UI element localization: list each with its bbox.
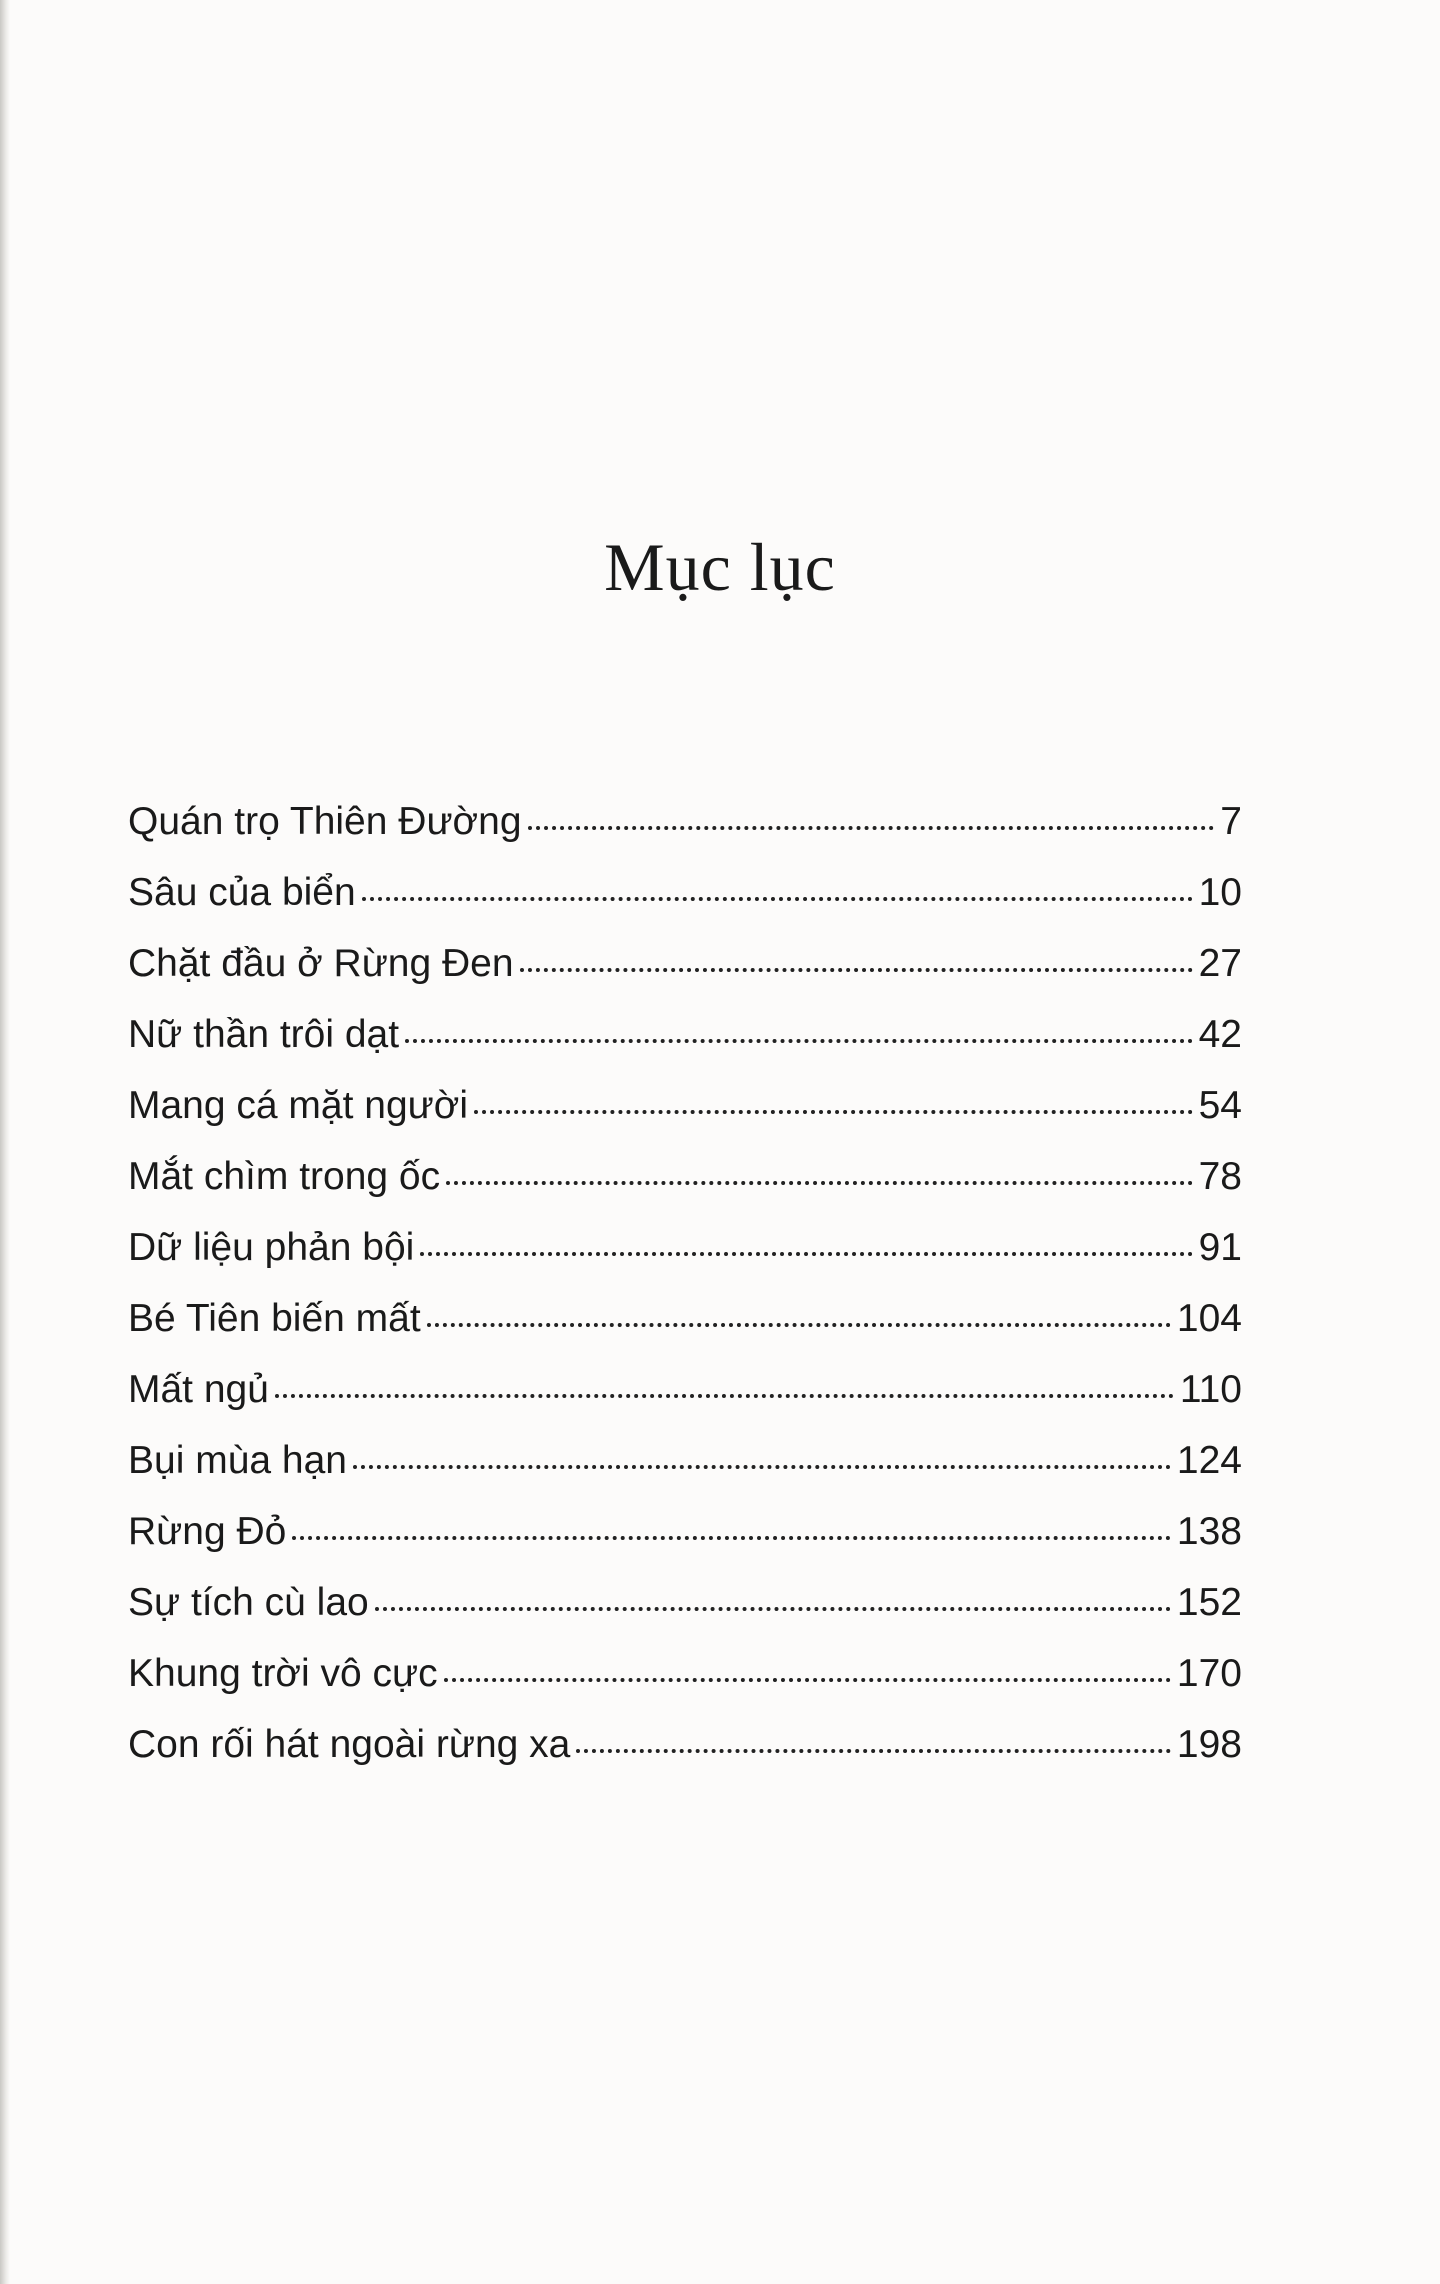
toc-entry xyxy=(128,1013,1242,1084)
dot-leader xyxy=(420,1252,1192,1256)
toc-entry xyxy=(128,1368,1242,1439)
toc-entry-page: 78 xyxy=(1198,1155,1242,1198)
dot-leader xyxy=(474,1110,1193,1114)
toc-entry-page: 10 xyxy=(1198,871,1242,914)
toc-entry xyxy=(128,800,1242,871)
toc-entry-page: 7 xyxy=(1220,800,1242,843)
toc-entry-page: 91 xyxy=(1198,1226,1242,1269)
toc-entry-page: 124 xyxy=(1176,1439,1242,1482)
toc-entry-title: Bé Tiên biến mất xyxy=(128,1297,421,1340)
toc-entry xyxy=(128,1297,1242,1368)
toc-entry-title: Khung trời vô cực xyxy=(128,1652,438,1695)
toc-entry-page: 27 xyxy=(1198,942,1242,985)
toc-entry-page: 170 xyxy=(1176,1652,1242,1695)
toc-entry-page: 152 xyxy=(1176,1581,1242,1624)
toc-entry xyxy=(128,942,1242,1013)
dot-leader xyxy=(362,897,1193,901)
toc-entry xyxy=(128,1581,1242,1652)
dot-leader xyxy=(375,1607,1171,1611)
toc-entry xyxy=(128,1155,1242,1226)
toc-entry-page: 104 xyxy=(1176,1297,1242,1340)
dot-leader xyxy=(444,1678,1171,1682)
toc-entry-title: Dữ liệu phản bội xyxy=(128,1226,415,1269)
table-of-contents xyxy=(128,800,1242,1794)
dot-leader xyxy=(427,1323,1171,1327)
toc-entry xyxy=(128,1723,1242,1794)
dot-leader xyxy=(576,1749,1171,1753)
dot-leader xyxy=(446,1181,1192,1185)
toc-entry xyxy=(128,1084,1242,1155)
toc-entry-title: Con rối hát ngoài rừng xa xyxy=(128,1723,571,1766)
toc-entry xyxy=(128,1510,1242,1581)
dot-leader xyxy=(405,1039,1193,1043)
toc-entry-title: Mang cá mặt người xyxy=(128,1084,468,1127)
toc-entry-title: Bụi mùa hạn xyxy=(128,1439,347,1482)
toc-entry xyxy=(128,871,1242,942)
toc-entry-page: 110 xyxy=(1179,1368,1242,1411)
toc-entry-page: 198 xyxy=(1176,1723,1242,1766)
page-edge-shadow xyxy=(0,0,10,2284)
toc-entry xyxy=(128,1652,1242,1723)
toc-entry-title: Mắt chìm trong ốc xyxy=(128,1155,441,1198)
dot-leader xyxy=(292,1536,1171,1540)
toc-entry-page: 42 xyxy=(1198,1013,1242,1056)
toc-entry-title: Chặt đầu ở Rừng Đen xyxy=(128,942,514,985)
toc-entry-page: 54 xyxy=(1198,1084,1242,1127)
toc-entry xyxy=(128,1439,1242,1510)
toc-entry-title: Quán trọ Thiên Đường xyxy=(128,800,522,843)
dot-leader xyxy=(520,968,1193,972)
dot-leader xyxy=(275,1394,1174,1398)
toc-entry-title: Sâu của biển xyxy=(128,871,356,914)
toc-entry xyxy=(128,1226,1242,1297)
toc-entry-page: 138 xyxy=(1176,1510,1242,1553)
toc-entry-title: Nữ thần trôi dạt xyxy=(128,1013,400,1056)
dot-leader xyxy=(353,1465,1171,1469)
toc-entry-title: Mất ngủ xyxy=(128,1368,269,1411)
page-title: Mục lục xyxy=(604,529,836,605)
toc-entry-title: Rừng Đỏ xyxy=(128,1510,287,1553)
dot-leader xyxy=(528,826,1215,830)
toc-entry-title: Sự tích cù lao xyxy=(128,1581,369,1624)
